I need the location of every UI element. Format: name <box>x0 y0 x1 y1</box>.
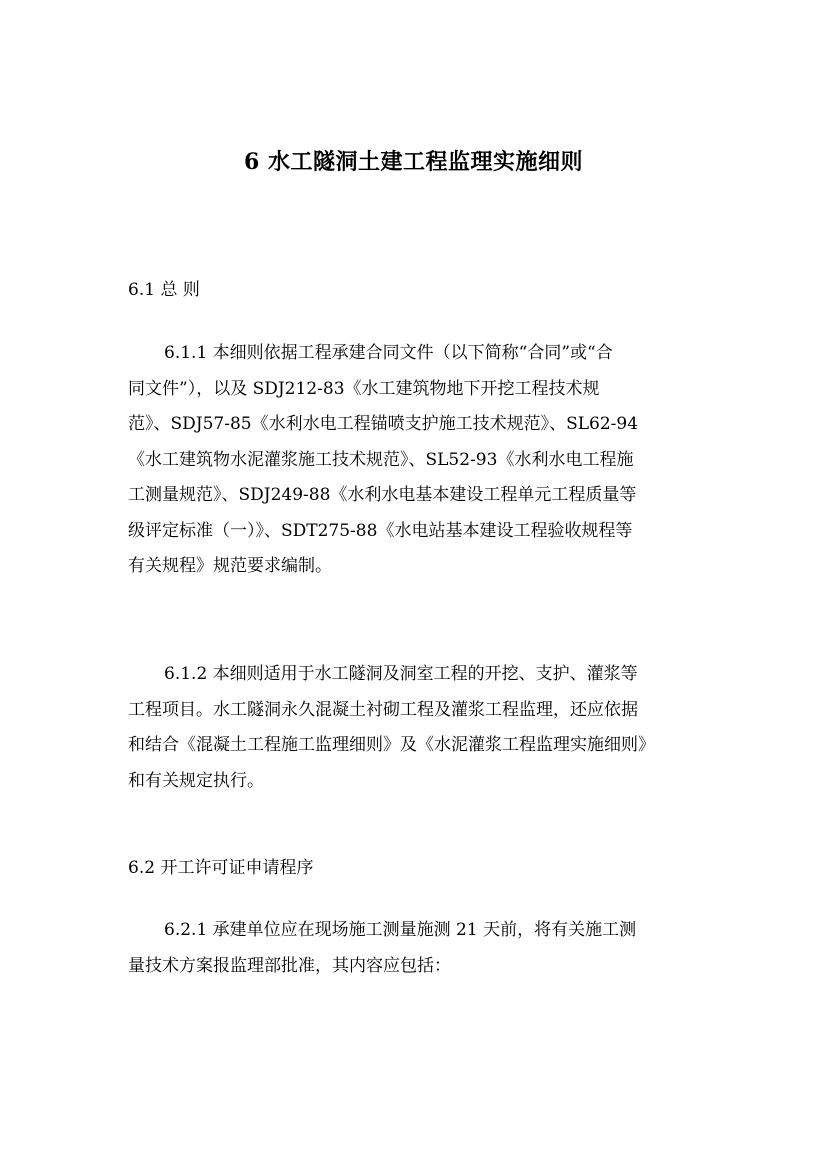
paragraph-line: 量技术方案报监理部批准，其内容应包括： <box>128 955 451 976</box>
paragraph-6-1-2 <box>128 657 708 799</box>
paragraph-line: 有关规程》规范要求编制。 <box>128 556 332 576</box>
paragraph-line: 工程项目。水工隧洞永久混凝土衬砌工程及灌浆工程监理，还应依据 <box>128 699 638 720</box>
paragraph-6-1-1 <box>128 336 708 585</box>
paragraph-line: 同文件”），以及 SDJ212-83《水工建筑物地下开挖工程技术规 <box>128 378 600 399</box>
paragraph-line: 6.1.2 本细则适用于水工隧洞及洞室工程的开挖、支护、灌浆等 <box>164 664 638 684</box>
section-heading-6-1: 6.1 总 则 <box>128 280 200 300</box>
paragraph-line: 和有关规定执行。 <box>128 770 264 791</box>
document-title: 6 水工隧洞土建工程监理实施细则 <box>244 149 583 175</box>
paragraph-line: 6.1.1 本细则依据工程承建合同文件（以下简称“合同”或“合 <box>164 343 613 363</box>
paragraph-line: 6.2.1 承建单位应在现场施工测量施测 21 天前，将有关施工测 <box>164 920 637 940</box>
paragraph-line: 工测量规范》、SDJ249-88《水利水电基本建设工程单元工程质量等 <box>128 485 637 505</box>
paragraph-6-2-1 <box>128 913 708 984</box>
paragraph-line: 级评定标准（一）》、SDT275-88《水电站基本建设工程验收规程等 <box>128 520 633 541</box>
paragraph-line: 和结合《混凝土工程施工监理细则》及《水泥灌浆工程监理实施细则》 <box>128 735 655 755</box>
section-heading-6-2: 6.2 开工许可证申请程序 <box>128 858 314 878</box>
paragraph-line: 《水工建筑物水泥灌浆施工技术规范》、SL52-93《水利水电工程施 <box>128 449 634 470</box>
paragraph-line: 范》、SDJ57-85《水利水电工程锚喷支护施工技术规范》、SL62-94 <box>128 414 639 434</box>
